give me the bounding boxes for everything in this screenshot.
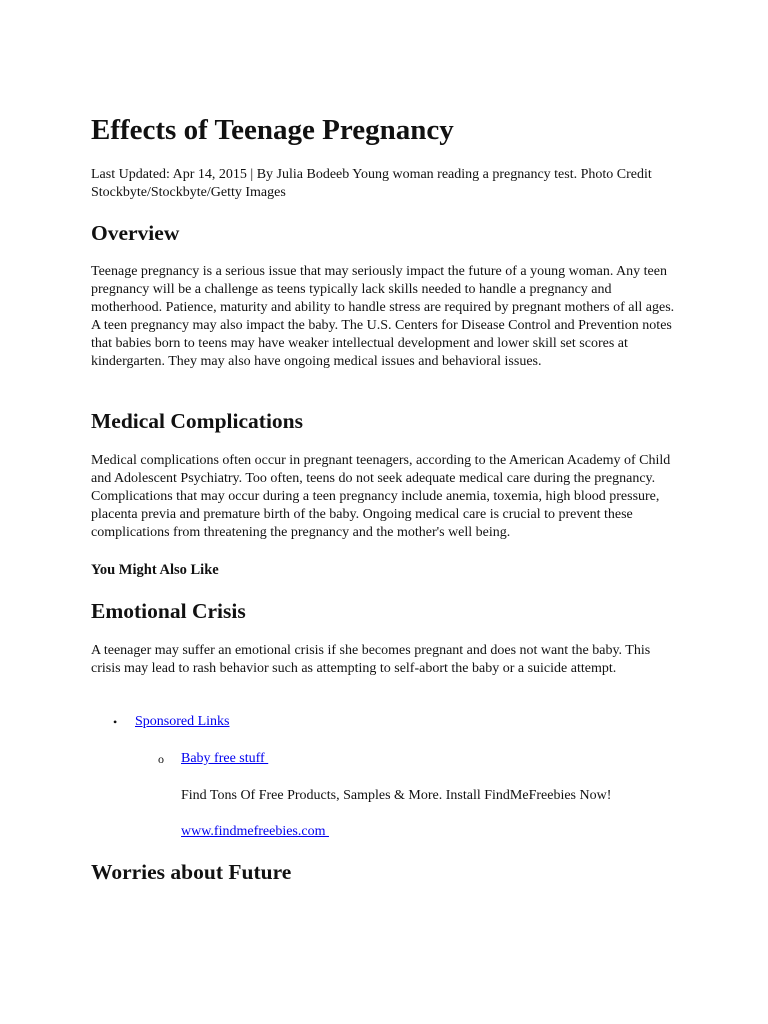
ad-title-link[interactable]: Baby free stuff xyxy=(181,751,269,766)
sponsored-links-link[interactable]: Sponsored Links xyxy=(135,714,230,729)
page-title: Effects of Teenage Pregnancy xyxy=(91,114,454,146)
heading-medical-complications: Medical Complications xyxy=(91,409,303,433)
overview-paragraph: Teenage pregnancy is a serious issue that may seriously impact the future of a young woman. Any teen pregnancy will be a challenge as teens typically lack skills needed to handle a pregnancy and motherhood. Patience, maturity and ability to handle stress are required by pregnant mothers of all ages. A teen pregnancy may also impact the baby. The U.S. Centers for Disease Control and Prevention notes that babies born to teens may have weaker intellectual development and lower skill set scores at kindergarten. They may also have ongoing medical issues and behavioral issues. xyxy=(91,264,675,369)
sub-list-bullet: o xyxy=(158,752,164,766)
ad-url-link[interactable]: www.findmefreebies.com xyxy=(181,824,329,839)
medical-paragraph: Medical complications often occur in pregnant teenagers, according to the American Academy of Child and Adolescent Psychiatry. Too often, teens do not seek adequate medical care during the pregnancy. Complications that may occur during a teen pregnancy include anemia, toxemia, high blood pressure, placenta previa and premature birth of the baby. Ongoing medical care is crucial to prevent these complications from threatening the pregnancy and the mother's well being. xyxy=(91,453,671,540)
article-byline: Last Updated: Apr 14, 2015 | By Julia Bodeeb Young woman reading a pregnancy test. Photo Credit Stockbyte/Stockbyte/Getty Images xyxy=(91,167,652,200)
you-might-also-like: You Might Also Like xyxy=(91,562,219,578)
heading-emotional-crisis: Emotional Crisis xyxy=(91,599,246,623)
heading-overview: Overview xyxy=(91,221,180,245)
emotional-paragraph: A teenager may suffer an emotional crisis if she becomes pregnant and does not want the baby. This crisis may lead to rash behavior such as attempting to self-abort the baby or a suicide attempt. xyxy=(91,643,651,676)
heading-worries-about-future: Worries about Future xyxy=(91,860,292,884)
ad-description: Find Tons Of Free Products, Samples & More. Install FindMeFreebies Now! xyxy=(181,788,612,803)
list-bullet: • xyxy=(113,715,118,729)
